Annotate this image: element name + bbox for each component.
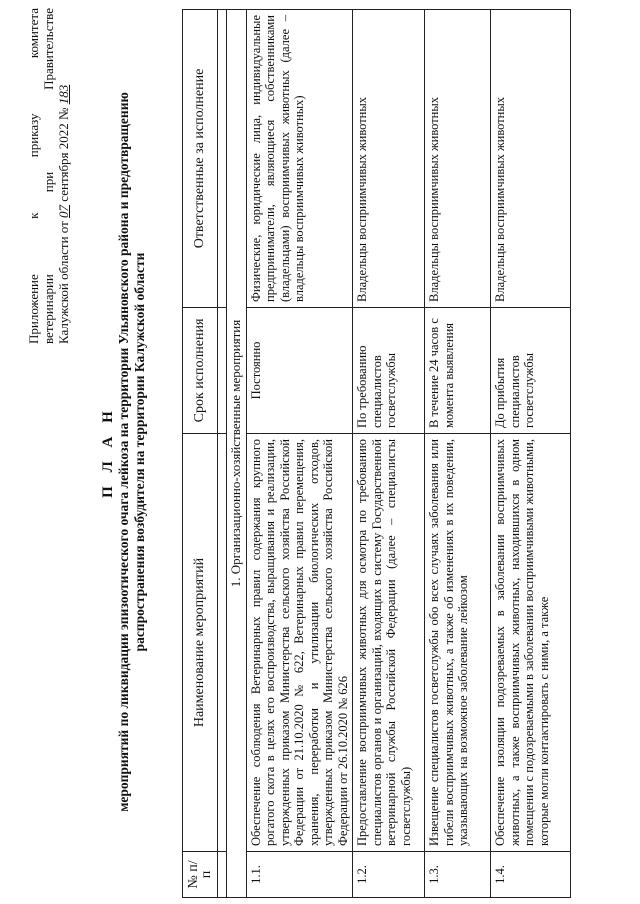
row-term: До прибытия специалистов госветслужбы	[491, 308, 571, 434]
row-term: В течение 24 часов с момента выявления	[425, 308, 491, 434]
row-activity: Обеспечение соблюдения Ветеринарных правил содержания крупного рогатого скота в целях его воспроизводства, выращивания и реализации, утвержденных приказом Министерства сельского хозяйства Российской Федерации от 21.10.2020 № 622, Ветеринарных правил перемещения, хранения, переработки и утилизации биологических отходов, утвержденных приказом Министерства сельского хозяйства Российской Федерации от 26.10.2020 № 626	[246, 434, 353, 852]
header-name: Наименование мероприятий	[183, 434, 218, 852]
appendix-line-2: ветеринарии при Правительстве	[41, 8, 56, 344]
separator-row	[218, 10, 227, 898]
header-term: Срок исполнения	[183, 308, 218, 434]
row-activity: Обеспечение изоляции подозреваемых в заболевании восприимчивых животных, а также восприимчивых животных, находившихся в одном помещении с подозреваемыми в заболевании восприимчивыми животными, которые могли контактировать с ними, а также	[491, 434, 571, 852]
appendix-line-1: Приложение к приказу комитета	[26, 8, 41, 344]
header-num: № п/п	[183, 852, 218, 898]
appendix-note	[26, 8, 71, 344]
row-responsible: Владельцы восприимчивых животных	[353, 10, 425, 308]
appendix-date-middle: сентября 2022 №	[56, 107, 71, 202]
plan-subtitle-line-2: распространения возбудителя на территории Калужской области	[132, 252, 147, 652]
table-row	[425, 10, 491, 898]
appendix-date-prefix: Калужской области от	[56, 221, 71, 344]
appendix-line-3	[56, 8, 71, 344]
row-activity: Извещение специалистов госветслужбы обо всех случаях заболевания или гибели восприимчивых животных, а также об изменениях в их поведении, указывающих на возможное заболевание лейкозом	[425, 434, 491, 852]
appendix-day: 07	[56, 204, 71, 218]
row-num: 1.2.	[353, 852, 425, 898]
plan-subtitle-line-1: мероприятий по ликвидации эпизоотического очага лейкоза на территории Ульяновского района и предотвращению	[116, 92, 131, 812]
plan-table	[182, 9, 571, 898]
row-responsible: Физические, юридические лица, индивидуальные предприниматели, являющиеся собственниками (владельцами) восприимчивых животных (далее – владельцы восприимчивых животных)	[246, 10, 353, 308]
table-row	[246, 10, 353, 898]
appendix-number: 183	[56, 84, 71, 105]
row-term: По требованию специалистов госветслужбы	[353, 308, 425, 434]
row-num: 1.4.	[491, 852, 571, 898]
header-resp: Ответственные за исполнение	[183, 10, 218, 308]
table-header-row	[183, 10, 218, 898]
table-row	[353, 10, 425, 898]
row-term: Постоянно	[246, 308, 353, 434]
row-activity: Предоставление восприимчивых животных для осмотра по требованию специалистов органов и организаций, входящих в систему Государственной ветеринарной службы Российской Федерации (далее – специалисты госветслужбы)	[353, 434, 425, 852]
plan-title: П Л А Н	[100, 406, 116, 498]
row-num: 1.3.	[425, 852, 491, 898]
row-responsible: Владельцы восприимчивых животных	[425, 10, 491, 308]
row-num: 1.1.	[246, 852, 353, 898]
section-row	[227, 10, 247, 898]
plan-subtitle	[116, 30, 148, 874]
row-responsible: Владельцы восприимчивых животных	[491, 10, 571, 308]
table-row	[491, 10, 571, 898]
section-title: 1. Организационно-хозяйственные мероприятия	[227, 10, 247, 898]
